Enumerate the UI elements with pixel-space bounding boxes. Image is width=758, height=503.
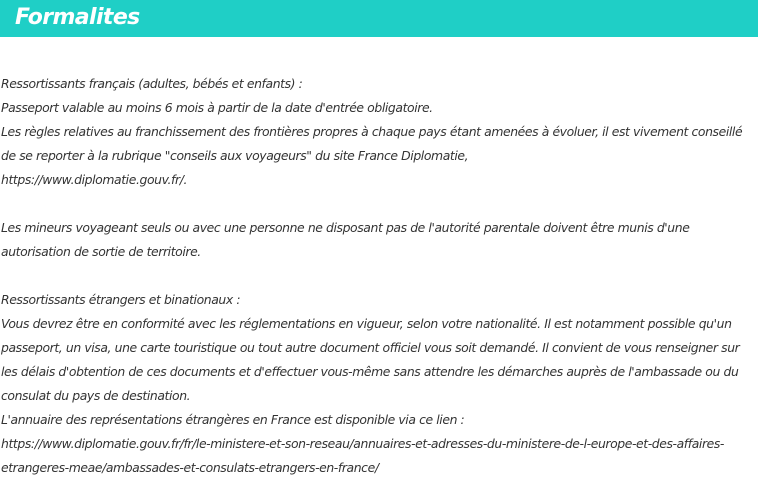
foreign-nationals-block xyxy=(1,288,757,480)
minors-block xyxy=(1,216,757,264)
french-nationals-heading: Ressortissants français (adultes, bébés et enfants) : xyxy=(1,76,303,91)
section-title: Formalites xyxy=(15,5,140,30)
border-rules-text: Les règles relatives au franchissement des frontières propres à chaque pays étant amenées à évoluer, il est vivement conseillé de se reporter à la rubrique "conseils aux voyageurs" du site France Diplomatie, xyxy=(1,124,743,163)
section-header-bar xyxy=(0,0,758,37)
minors-text: Les mineurs voyageant seuls ou avec une personne ne disposant pas de l'autorité parentale doivent être munis d'une autorisation de sortie de territoire. xyxy=(1,220,690,259)
embassy-directory-link[interactable]: https://www.diplomatie.gouv.fr/fr/le-ministere-et-son-reseau/annuaires-et-adresses-du-ministere-de-l-europe-et-des-affaires-etrangeres-meae/ambassades-et-consulats-etrangers-en-france/ xyxy=(1,436,724,475)
french-nationals-block xyxy=(1,72,757,192)
foreign-nationals-text: Vous devrez être en conformité avec les réglementations en vigueur, selon votre nationalité. Il est notamment possible qu'un passeport, un visa, une carte touristique ou tout autre document officiel vous soit demandé. Il convient de vous renseigner sur les délais d'obtention de ces documents et d'effectuer vous-même sans attendre les démarches auprès de l'ambassade ou du consulat du pays de destination. xyxy=(1,316,740,403)
embassy-directory-text: L'annuaire des représentations étrangères en France est disponible via ce lien : xyxy=(1,412,465,427)
formalities-content xyxy=(1,72,757,480)
passport-requirement: Passeport valable au moins 6 mois à partir de la date d'entrée obligatoire. xyxy=(1,100,433,115)
foreign-nationals-heading: Ressortissants étrangers et binationaux : xyxy=(1,292,241,307)
diplomatie-link[interactable]: https://www.diplomatie.gouv.fr/. xyxy=(1,172,188,187)
